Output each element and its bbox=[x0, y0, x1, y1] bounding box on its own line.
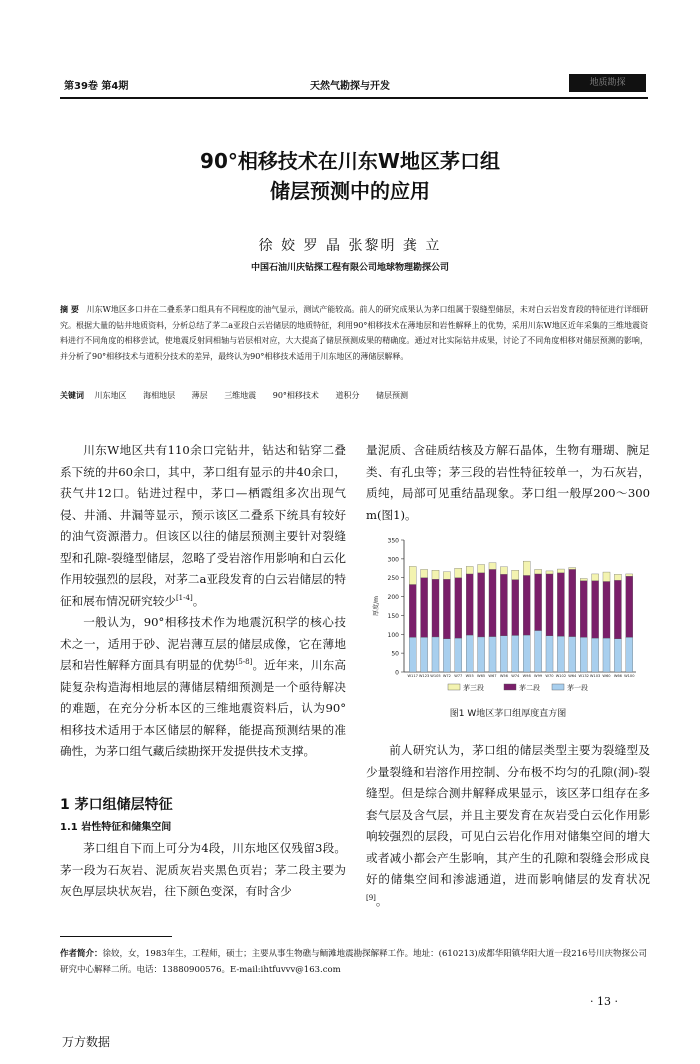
figure-caption: 图1 W地区茅口组厚度直方图 bbox=[449, 709, 567, 719]
bar-segment bbox=[614, 580, 621, 638]
x-tick-label: W103 bbox=[589, 674, 601, 678]
y-tick-label: 200 bbox=[387, 594, 399, 602]
bar-segment bbox=[421, 578, 428, 638]
bar-segment bbox=[512, 570, 519, 579]
keyword: 薄层 bbox=[191, 391, 208, 400]
bar-segment bbox=[409, 566, 416, 584]
x-tick-label: W72 bbox=[442, 674, 451, 678]
citation: [5-8] bbox=[235, 658, 253, 667]
bar-segment bbox=[569, 568, 576, 570]
page-number: · 13 · bbox=[590, 995, 618, 1008]
y-tick-label: 250 bbox=[387, 575, 399, 583]
abstract bbox=[60, 302, 648, 364]
y-tick-label: 150 bbox=[387, 612, 399, 620]
right-column-body bbox=[366, 740, 650, 912]
bar-segment bbox=[455, 568, 462, 577]
x-tick-label: W100 bbox=[624, 674, 635, 678]
paragraph: 川东W地区共有110余口完钻井，钻达和钻穿二叠系下统的井60余口，其中，茅口组有显示的井40余口，获气井12口。钻进过程中，茅口—栖霞组多次出现气侵、井涌、井漏等显示，预示该区二叠系下统具有较好的油气资源潜力。但该区以往的储层预测主要针对裂缝型和孔隙-裂缝型储层，忽略了受岩溶作用影响和白云化作用较强烈的层段，对茅二a亚段发育的白云岩储层的特征和展布情况研究较少[1-4]。 bbox=[60, 443, 346, 608]
bar-segment bbox=[443, 579, 450, 639]
keyword: 川东地区 bbox=[94, 391, 127, 400]
bar-segment bbox=[592, 574, 599, 581]
bar-segment bbox=[626, 576, 633, 637]
paragraph: 一般认为，90°相移技术作为地震沉积学的核心技术之一，适用于砂、泥岩薄互层的储层成像，它在薄地层和岩性解释方面具有明显的优势[5-8]。近年来，川东高陡复杂构造海相地层的薄储层精细预测是一个亟待解决的难题，在充分分析本区的三维地震资料后，认为90°相移技术适用于本区储层的解释，能提高预测结果的准确性，为茅口组气藏后续勘探开发提供技术支撑。 bbox=[60, 615, 346, 758]
citation: [9] bbox=[366, 893, 376, 902]
x-tick-label: W102 bbox=[555, 674, 567, 678]
y-tick-label: 350 bbox=[387, 537, 399, 545]
bar-segment bbox=[523, 575, 530, 635]
x-tick-label: W132 bbox=[578, 674, 589, 678]
paper-title-line1: 90°相移技术在川东W地区茅口组 bbox=[200, 149, 500, 173]
x-tick-label: W66 bbox=[613, 674, 622, 678]
x-tick-label: W77 bbox=[454, 674, 463, 678]
keyword: 储层预测 bbox=[376, 391, 409, 400]
legend-swatch bbox=[504, 684, 516, 690]
bar-segment bbox=[466, 566, 473, 574]
bar-segment bbox=[557, 573, 564, 636]
x-tick-label: W117 bbox=[407, 674, 418, 678]
bar-segment bbox=[546, 636, 553, 672]
bar-segment bbox=[443, 639, 450, 672]
subsection-heading: 1.1 岩性特征和储集空间 bbox=[60, 822, 172, 833]
watermark: 万方数据 bbox=[62, 1035, 111, 1049]
bar-segment bbox=[614, 574, 621, 580]
bar-segment bbox=[569, 637, 576, 672]
y-tick-label: 0 bbox=[395, 669, 399, 677]
section-badge: 地质勘探 bbox=[569, 74, 646, 92]
keyword: 海相地层 bbox=[143, 391, 176, 400]
bar-segment bbox=[592, 638, 599, 672]
bar-segment bbox=[580, 637, 587, 672]
bar-segment bbox=[614, 639, 621, 672]
x-tick-label: W64 bbox=[568, 674, 577, 678]
legend-label: 茅一段 bbox=[567, 684, 588, 692]
bar-segment bbox=[489, 569, 496, 636]
journal-name: 天然气勘探与开发 bbox=[310, 81, 390, 92]
x-tick-label: W123 bbox=[418, 674, 430, 678]
bar-segment bbox=[557, 569, 564, 573]
bar-segment bbox=[626, 574, 633, 576]
legend-label: 茅三段 bbox=[463, 684, 484, 692]
journal-volume: 第39卷 第4期 bbox=[64, 81, 129, 92]
paragraph: 茅口组自下而上可分为4段，川东地区仅残留3段。茅一段为石灰岩、泥质灰岩夹黑色页岩；茅二段主要为灰色厚层块状灰岩，往下颜色变深，有时含少 bbox=[60, 841, 346, 898]
footnote-text: 徐姣，女，1983年生，工程师，硕士；主要从事生物礁与鲕滩地震勘探解释工作。地址：(610213)成都华阳镇华阳大道一段216号川庆物探公司研究中心解释二所。电话：13880900576。E-mail:ihtfuvvv@163.com bbox=[60, 949, 647, 975]
bar-segment bbox=[523, 561, 530, 575]
y-tick-label: 100 bbox=[387, 631, 399, 639]
bar-segment bbox=[603, 572, 610, 581]
abstract-text: 川东W地区多口井在二叠系茅口组具有不同程度的油气显示，测试产能较高。前人的研究成果认为茅口组属于裂缝型储层，未对白云岩发育段的特征进行详细研究。根据大量的钻井地质资料，分析总结了茅二a亚段白云岩储层的地质特征，利用90°相移技术在薄地层和岩性解释上的优势，采用川东W地区近年采集的三维地震资料进行不同角度的相移尝试，使地震反射同相轴与岩层相对应，大大提高了储层预测成果的精确度。通过对比实际钻井成果，讨论了不同角度相移对储层预测的影响，并分析了90°相移技术与道积分技术的差异，最终认为90°相移技术适用于川东地区的薄储层解释。 bbox=[60, 305, 648, 361]
bar-segment bbox=[455, 578, 462, 638]
bar-segment bbox=[421, 637, 428, 672]
bar-segment bbox=[489, 563, 496, 570]
y-axis-label: 厚度/m bbox=[373, 596, 380, 616]
bar-segment bbox=[535, 631, 542, 672]
x-tick-label: W70 bbox=[545, 674, 554, 678]
x-tick-label: W67 bbox=[488, 674, 497, 678]
y-tick-label: 300 bbox=[387, 556, 399, 564]
bar-segment bbox=[569, 569, 576, 636]
author-footnote bbox=[60, 946, 650, 978]
bar-segment bbox=[603, 581, 610, 638]
left-column-body bbox=[60, 838, 346, 903]
paragraph: 前人研究认为，茅口组的储层类型主要为裂缝型及少量裂缝和岩溶作用控制、分布极不均匀的孔隙(洞)-裂缝型。但是综合测井解释成果显示，该区茅口组存在多套气层及含气层，并且主要发育在灰岩受白云化作用影响较强烈的层段，可见白云岩化作用对储集空间的增大或者减小都会产生影响，其产生的孔隙和裂缝会形成良好的储集空间和渗滤通道，进而影响储层的发育状况[9]。 bbox=[366, 743, 650, 908]
bar-segment bbox=[603, 638, 610, 672]
footnote-label: 作者简介： bbox=[60, 949, 103, 959]
bar-segment bbox=[535, 574, 542, 631]
bar-segment bbox=[466, 574, 473, 635]
right-column-top bbox=[366, 440, 650, 526]
bar-segment bbox=[489, 637, 496, 672]
thickness-histogram bbox=[366, 534, 650, 700]
bar-segment bbox=[478, 637, 485, 672]
legend-label: 茅二段 bbox=[519, 684, 540, 692]
bar-segment bbox=[432, 579, 439, 637]
paragraph: 量泥质、含硅质结核及方解石晶体，生物有珊瑚、腕足类、有孔虫等；茅三段的岩性特征较单一，为石灰岩，质纯，局部可见重结晶现象。茅口组一般厚200～300 m(图1)。 bbox=[366, 443, 650, 522]
citation: [1-4] bbox=[175, 593, 193, 602]
x-tick-label: W60 bbox=[602, 674, 611, 678]
bar-segment bbox=[409, 637, 416, 672]
bar-segment bbox=[500, 574, 507, 635]
bar-segment bbox=[512, 635, 519, 672]
bar-segment bbox=[546, 571, 553, 574]
bar-segment bbox=[535, 569, 542, 574]
bar-segment bbox=[592, 581, 599, 638]
bar-segment bbox=[466, 635, 473, 672]
keyword: 三维地震 bbox=[224, 391, 257, 400]
keyword: 道积分 bbox=[335, 391, 360, 400]
bar-segment bbox=[557, 636, 564, 672]
footnote-rule bbox=[60, 936, 172, 937]
keyword: 90°相移技术 bbox=[272, 391, 319, 400]
bar-segment bbox=[546, 574, 553, 636]
legend-swatch bbox=[448, 684, 460, 690]
bar-segment bbox=[421, 569, 428, 577]
bar-segment bbox=[432, 637, 439, 672]
paper-title-line2: 储层预测中的应用 bbox=[270, 179, 430, 203]
affiliation: 中国石油川庆钻探工程有限公司地球物理勘探公司 bbox=[250, 263, 449, 273]
bar-segment bbox=[512, 580, 519, 636]
left-column-intro bbox=[60, 440, 346, 763]
x-tick-label: W56 bbox=[499, 674, 508, 678]
legend-swatch bbox=[552, 684, 564, 690]
bar-segment bbox=[500, 636, 507, 672]
bar-segment bbox=[432, 570, 439, 579]
bar-segment bbox=[478, 565, 485, 573]
bar-segment bbox=[626, 637, 633, 672]
abstract-label: 摘 要 bbox=[60, 305, 79, 314]
bar-segment bbox=[500, 567, 507, 575]
bar-segment bbox=[409, 585, 416, 638]
bar-segment bbox=[455, 638, 462, 672]
keywords bbox=[60, 390, 648, 401]
x-tick-label: W74 bbox=[511, 674, 520, 678]
bar-segment bbox=[523, 635, 530, 672]
bar-segment bbox=[580, 581, 587, 638]
y-tick-label: 50 bbox=[391, 650, 399, 658]
bar-segment bbox=[478, 573, 485, 637]
x-tick-label: W98 bbox=[522, 674, 531, 678]
keywords-label: 关键词 bbox=[60, 391, 84, 400]
x-tick-label: W65 bbox=[477, 674, 486, 678]
authors: 徐 姣 罗 晶 张黎明 龚 立 bbox=[258, 238, 442, 254]
x-tick-label: W105 bbox=[430, 674, 441, 678]
bar-segment bbox=[580, 578, 587, 580]
x-tick-label: W99 bbox=[534, 674, 543, 678]
header-rule bbox=[60, 97, 648, 99]
x-tick-label: W55 bbox=[465, 674, 474, 678]
section-heading: 1 茅口组储层特征 bbox=[60, 797, 173, 813]
bar-segment bbox=[443, 572, 450, 580]
